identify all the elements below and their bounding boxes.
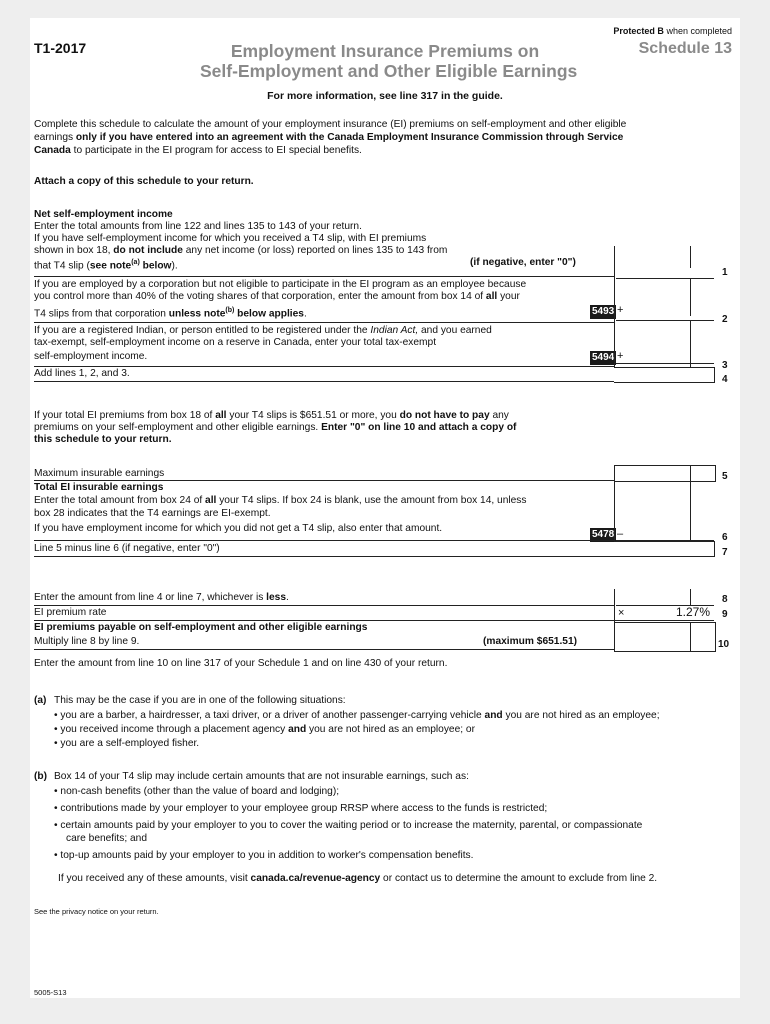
- line2-text-c: [34, 305, 307, 321]
- times-line9: ×: [618, 607, 625, 619]
- note-b-ref: unless note: [168, 308, 226, 320]
- note-a-item-1-pre: you are a barber, a hairdresser, a taxi driver, or a driver of another passenger-carrying vehicle: [60, 710, 485, 721]
- protected-b-text: Protected B: [613, 26, 664, 36]
- divider-line3: [34, 366, 614, 367]
- line-number-9: 9: [722, 609, 728, 620]
- col-cents-rule-1to4: [690, 246, 691, 382]
- line2-text-b: [34, 291, 520, 304]
- line1-text-d4: ).: [171, 260, 178, 272]
- intro-line3: [34, 145, 362, 158]
- form-title-line2: Self-Employment and Other Eligible Earnings: [200, 61, 578, 81]
- line8-text-1: Enter the amount from line 4 or line 7, whichever is: [34, 592, 267, 603]
- guide-note: For more information, see line 317 in the guide.: [267, 90, 503, 102]
- threshold-a5: any: [489, 410, 509, 421]
- line9-text: EI premium rate: [34, 607, 107, 618]
- line1-text-b: If you have self-employment income for which you received a T4 slip, with EI premiums: [34, 233, 427, 244]
- line-number-6: 6: [722, 532, 728, 543]
- line3-text-a1: If you are a registered Indian, or person entitled to be registered under the: [34, 325, 371, 336]
- divider-line6: [34, 540, 614, 541]
- line6-text-b: box 28 indicates that the T4 earnings are EI-exempt.: [34, 508, 271, 519]
- line-number-3: 3: [722, 360, 728, 371]
- note-b-text: Box 14 of your T4 slip may include certain amounts that are not insurable earnings, such as:: [54, 771, 469, 782]
- code-5493: 5493: [592, 306, 615, 317]
- form-title-line1: Employment Insurance Premiums on: [230, 41, 540, 61]
- divider-line10: [34, 649, 614, 650]
- line2-input[interactable]: [616, 316, 714, 321]
- note-a-ref: see note: [89, 260, 132, 272]
- divider-line8: [34, 605, 614, 606]
- code-5494: 5494: [592, 352, 615, 363]
- note-a-item-3: • you are a self-employed fisher.: [54, 738, 200, 749]
- line6-text-a1: Enter the total amount from box 24 of: [34, 495, 206, 506]
- threshold-line1: [34, 410, 509, 423]
- schedule-number: Schedule 13: [638, 40, 732, 57]
- note-b-applies: below applies: [234, 308, 304, 320]
- plus-line3: +: [617, 350, 624, 362]
- line1-text-c1: shown in box 18,: [34, 245, 114, 256]
- threshold-a4: do not have to pay: [399, 410, 490, 421]
- line1-negative-note: (if negative, enter "0"): [470, 257, 576, 268]
- note-a-item-2: • you received income through a placement agency and you are not hired as an employee; or: [54, 724, 475, 735]
- line6-text-a3: your T4 slips. If box 24 is blank, use the amount from box 14, unless: [216, 495, 527, 506]
- form-page: [30, 18, 740, 998]
- intro-line2: [34, 132, 623, 145]
- visit-text-1: If you received any of these amounts, visit: [58, 873, 251, 884]
- premium-heading: EI premiums payable on self-employment and other eligible earnings: [34, 622, 368, 633]
- line9-underline: [614, 620, 714, 621]
- divider-line9: [34, 620, 614, 621]
- threshold-a1: If your total EI premiums from box 18 of: [34, 410, 216, 421]
- note-a-item-1: • you are a barber, a hairdresser, a taxi driver, or a driver of another passenger-carrying vehicle and you are not hired as an employee;: [54, 710, 660, 721]
- note-b-item-3-text: certain amounts paid by your employer to you to cover the waiting period or to increase the maternity, parental, or compassionate: [60, 820, 643, 831]
- visit-text-3: or contact us to determine the amount to exclude from line 2.: [380, 873, 658, 884]
- line1-text-a: Enter the total amounts from line 122 and lines 135 to 143 of your return.: [34, 221, 362, 232]
- form-code: 5005-S13: [34, 988, 67, 997]
- note-b-sup: (b): [225, 307, 235, 314]
- protected-suffix-text: when completed: [666, 26, 732, 36]
- threshold-b1: premiums on your self-employment and other eligible earnings.: [34, 422, 322, 433]
- indian-act-text: Indian Act,: [370, 325, 419, 336]
- line-number-7: 7: [722, 547, 728, 558]
- line1-text-d: [34, 257, 178, 273]
- line2-text-b3: your: [497, 291, 520, 302]
- line2-text-b1: you control more than 40% of the voting shares of that corporation, enter the amount from box 14 of: [34, 291, 486, 302]
- line10-maximum: (maximum $651.51): [483, 636, 578, 647]
- threshold-a2: all: [215, 410, 227, 421]
- divider-line5: [34, 480, 614, 481]
- line1-text-c3: any net income (or loss) reported on lines 135 to 143 from: [182, 245, 448, 256]
- net-income-heading: Net self-employment income: [34, 209, 173, 220]
- line-number-5: 5: [722, 471, 728, 482]
- intro-line3-text: to participate in the EI program for access to EI special benefits.: [70, 145, 362, 156]
- line8-text-3: .: [286, 592, 289, 603]
- line-number-10: 10: [718, 639, 730, 650]
- line8-text-less: less: [266, 592, 286, 603]
- line4-text: Add lines 1, 2, and 3.: [34, 368, 130, 379]
- col-cents-rule-10: [690, 622, 691, 652]
- line10-total[interactable]: [614, 622, 716, 652]
- line3-text-a3: and you earned: [418, 325, 492, 336]
- note-a-item-2-post: you are not hired as an employee; or: [306, 724, 475, 735]
- note-a-label: (a): [34, 695, 47, 706]
- line3-text-c: self-employment income.: [34, 351, 148, 362]
- transfer-instruction: Enter the amount from line 10 on line 317 of your Schedule 1 and on line 430 of your return.: [34, 658, 448, 669]
- line1-input[interactable]: [616, 268, 714, 279]
- note-b-item-4-text: top-up amounts paid by your employer to you in addition to worker's compensation benefits.: [60, 850, 474, 861]
- line3-text-a: [34, 325, 492, 338]
- line2-text-c4: .: [303, 308, 307, 320]
- divider-line2: [34, 322, 614, 323]
- intro-line3-bold: Canada: [34, 145, 71, 156]
- threshold-line3: this schedule to your return.: [34, 434, 172, 445]
- note-a-item-2-pre: you received income through a placement agency: [60, 724, 289, 735]
- note-a-item-2-bold: and: [288, 724, 307, 735]
- line1-text-d1: that T4 slip (: [34, 260, 90, 272]
- code-5478: 5478: [592, 529, 615, 540]
- line1-text-c: [34, 245, 447, 258]
- privacy-notice: See the privacy notice on your return.: [34, 907, 159, 916]
- note-a-item-1-post: you are not hired as an employee;: [502, 710, 660, 721]
- minus-line6: –: [617, 528, 624, 540]
- line2-text-b2: all: [485, 291, 498, 302]
- note-a-sup: (a): [131, 259, 140, 266]
- divider-line1: [34, 276, 614, 277]
- note-a-item-3-pre: you are a self-employed fisher.: [60, 738, 200, 749]
- note-b-item-1: • non-cash benefits (other than the value of board and lodging);: [54, 786, 340, 797]
- line-number-4: 4: [722, 374, 728, 385]
- divider-line4: [34, 381, 614, 382]
- note-b-item-2-text: contributions made by your employer to your employee group RRSP where access to the funds is restricted;: [60, 803, 548, 814]
- line6-text-a: [34, 495, 527, 508]
- line7-text: Line 5 minus line 6 (if negative, enter "0"): [34, 543, 220, 554]
- col-cents-rule-8: [690, 589, 691, 605]
- intro-line2-text: earnings: [34, 132, 76, 143]
- line7-total[interactable]: [614, 541, 715, 557]
- line6-text-a2: all: [205, 495, 217, 506]
- line-number-1: 1: [722, 267, 728, 278]
- line5-text: Maximum insurable earnings: [34, 468, 165, 479]
- cra-link[interactable]: canada.ca/revenue-agency: [250, 873, 381, 884]
- intro-line2-bold: only if you have entered into an agreement with the Canada Employment Insurance Commission through Service: [75, 132, 624, 143]
- note-a-below: below: [139, 260, 172, 272]
- line8-text: [34, 592, 289, 605]
- note-b-item-3-cont: care benefits; and: [66, 833, 147, 844]
- threshold-a3: your T4 slips is $651.51 or more, you: [226, 410, 400, 421]
- line-number-2: 2: [722, 314, 728, 325]
- line-number-8: 8: [722, 594, 728, 605]
- note-b-label: (b): [34, 771, 48, 782]
- line5-box: [614, 465, 716, 482]
- line3-text-b: tax-exempt, self-employment income on a reserve in Canada, enter your total tax-exempt: [34, 337, 437, 348]
- divider-line7: [34, 556, 614, 557]
- insurable-heading: Total EI insurable earnings: [34, 482, 164, 493]
- note-b-item-3: • certain amounts paid by your employer to you to cover the waiting period or to increase the maternity, parental, or compassionate: [54, 820, 643, 831]
- line1-text-c2: do not include: [113, 245, 183, 256]
- attach-instruction: Attach a copy of this schedule to your return.: [34, 176, 254, 187]
- form-title: [200, 41, 578, 81]
- note-b-item-1-text: non-cash benefits (other than the value of board and lodging);: [60, 786, 340, 797]
- note-b-item-2: • contributions made by your employer to your employee group RRSP where access to the funds is restricted;: [54, 803, 548, 814]
- form-id: T1-2017: [34, 40, 87, 56]
- threshold-b2: Enter "0" on line 10 and attach a copy of: [321, 422, 517, 433]
- threshold-line2: [34, 422, 516, 435]
- line10-text: Multiply line 8 by line 9.: [34, 636, 140, 647]
- line4-total[interactable]: [614, 367, 715, 383]
- visit-instruction: [58, 873, 657, 886]
- line2-text-a: If you are employed by a corporation but not eligible to participate in the EI program as an employee because: [34, 279, 527, 290]
- line9-rate: 1.27%: [675, 605, 710, 619]
- note-a-item-1-bold: and: [484, 710, 503, 721]
- note-a-text: This may be the case if you are in one of the following situations:: [54, 695, 346, 706]
- protected-b-label: [613, 26, 732, 36]
- line2-text-c1: T4 slips from that corporation: [34, 308, 169, 320]
- line6-text-c: If you have employment income for which you did not get a T4 slip, also enter that amount.: [34, 523, 443, 534]
- intro-line1: Complete this schedule to calculate the amount of your employment insurance (EI) premiums on self-employment and other eligible: [34, 119, 627, 130]
- plus-line2: +: [617, 304, 624, 316]
- line3-input[interactable]: [616, 363, 714, 364]
- note-b-item-4: • top-up amounts paid by your employer to you in addition to worker's compensation benefits.: [54, 850, 474, 861]
- col-left-rule-1to4: [614, 246, 615, 382]
